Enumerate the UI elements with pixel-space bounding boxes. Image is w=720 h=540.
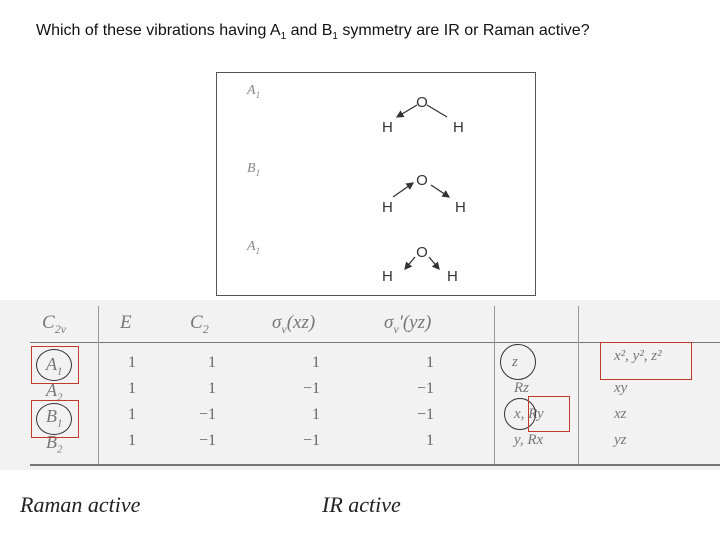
char-4-4: 1 [426,432,434,449]
title-sub-2: 1 [332,31,338,43]
circle-b1 [36,403,72,435]
op-4-rest: ′(yz) [398,312,432,333]
row-4-label-sub: 2 [57,443,63,456]
op-3-rest: (xz) [286,312,316,333]
char-4-1: 1 [128,432,136,449]
atom-h2-2: H [455,199,466,216]
mode-label-3-sub: 1 [255,245,261,256]
group-label [42,312,66,337]
op-header-2 [190,312,209,337]
char-1-3: 1 [312,354,320,371]
linear-4: y, Rx [514,432,544,448]
linear-column-divider [494,306,495,464]
linear-2: Rz [514,380,529,396]
op-header-3 [272,312,315,337]
ir-active-caption: IR active [322,492,401,517]
title-suffix: symmetry are IR or Raman active? [337,22,590,39]
char-2-4: −1 [416,380,434,397]
quadratic-2: xy [614,380,628,396]
highlight-box-quadratic [600,342,692,380]
char-3-4: −1 [416,406,434,423]
atom-o-3: O [416,244,428,261]
op-1-main: E [120,312,132,333]
title-mid: and B [286,22,333,39]
vibration-figure [216,72,536,296]
char-1-2: 1 [208,354,216,371]
char-1-1: 1 [128,354,136,371]
op-2-sub: 2 [202,321,209,336]
char-2-3: −1 [302,380,320,397]
water-molecule-3 [367,233,477,293]
char-4-3: −1 [302,432,320,449]
linear-3: x, Ry [514,406,544,422]
mode-label-1-main: A [247,83,256,98]
op-4-sub: v [393,321,399,336]
char-3-1: 1 [128,406,136,423]
mode-label-3 [247,239,260,256]
op-3-main: σ [272,312,282,333]
char-2-1: 1 [128,380,136,397]
atom-h1-1: H [382,119,393,136]
op-3-sub: v [281,321,287,336]
group-sub: 2v [54,321,67,336]
circle-a1 [36,349,72,381]
quadratic-1: x², y², z² [614,348,662,364]
label-column-divider [98,306,99,464]
group-main: C [42,312,55,333]
atom-h1-3: H [382,268,393,285]
mode-label-1-sub: 1 [255,89,261,100]
atom-o-2: O [416,172,428,189]
quadratic-4: yz [614,432,627,448]
mode-label-2-main: B [247,161,256,176]
highlight-box-ry [528,396,570,432]
char-4-2: −1 [198,432,216,449]
title-prefix: Which of these vibrations having A [36,22,281,39]
water-molecule-2 [367,167,477,227]
char-3-3: 1 [312,406,320,423]
op-4-main: σ [384,312,394,333]
op-header-4 [384,312,431,337]
mode-label-2 [247,161,260,178]
water-molecule-1 [367,89,477,149]
mode-label-3-main: A [247,239,256,254]
mode-label-1 [247,83,260,100]
atom-h2-3: H [447,268,458,285]
quadratic-column-divider [578,306,579,464]
linear-1: z [512,354,518,370]
character-table [0,300,720,470]
slide-title [36,22,590,42]
table-bottom-rule [30,464,720,466]
char-3-2: −1 [198,406,216,423]
row-1-label-main: A [46,354,57,374]
mode-label-2-sub: 1 [255,167,261,178]
atom-h1-2: H [382,199,393,216]
quadratic-3: xz [614,406,627,422]
row-3-label-sub: 1 [57,417,63,430]
atom-o-1: O [416,94,428,111]
title-sub-1: 1 [280,31,287,43]
row-1-label-sub: 1 [57,365,63,378]
char-1-4: 1 [426,354,434,371]
raman-active-caption: Raman active [20,492,141,517]
op-2-main: C [190,312,203,333]
op-header-1 [120,312,132,334]
atom-h2-1: H [453,119,464,136]
row-4-label-main: B [46,432,57,452]
row-2-label-sub: 2 [57,391,63,404]
row-2-label-main: A [46,380,57,400]
circle-z [500,344,536,380]
char-2-2: 1 [208,380,216,397]
row-3-label-main: B [46,406,57,426]
